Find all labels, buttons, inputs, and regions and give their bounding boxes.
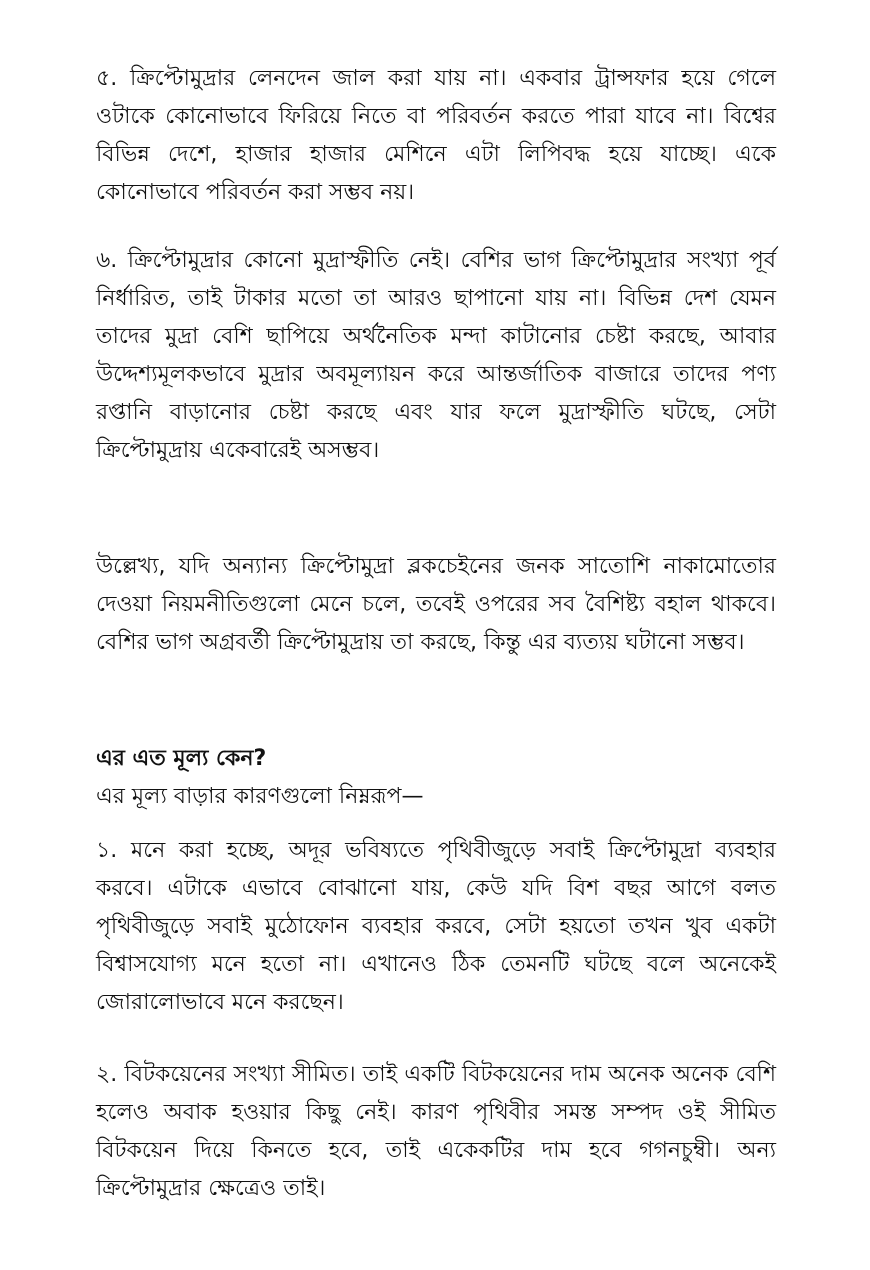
paragraph-note: উল্লেখ্য, যদি অন্যান্য ক্রিপ্টোমুদ্রা ব্লকচেইনের জনক সাতোশি নাকামোতোর দেওয়া নিয়মনীতিগুলো মেনে চলে, তবেই ওপরের সব বৈশিষ্ট্য বহাল থাকবে। বেশির ভাগ অগ্রবর্তী ক্রিপ্টোমুদ্রায় তা করছে, কিন্তু এর ব্যত্যয় ঘটানো সম্ভব। [96, 554, 776, 655]
section-subheading: এর মূল্য বাড়ার কারণগুলো নিম্নরূপ— [96, 784, 424, 809]
paragraph-point-5: ৫. ক্রিপ্টোমুদ্রার লেনদেন জাল করা যায় না। একবার ট্রান্সফার হয়ে গেলে ওটাকে কোনোভাবে ফিরিয়ে নিতে বা পরিবর্তন করতে পারা যাবে না। বিশ্বের বিভিন্ন দেশে, হাজার হাজার মেশিনে এটা লিপিবদ্ধ হয়ে যাচ্ছে। একে কোনোভাবে পরিবর্তন করা সম্ভব নয়। [96, 66, 776, 205]
paragraph-reason-2: ২. বিটকয়েনের সংখ্যা সীমিত। তাই একটি বিটকয়েনের দাম অনেক অনেক বেশি হলেও অবাক হওয়ার কিছু নেই। কারণ পৃথিবীর সমস্ত সম্পদ ওই সীমিত বিটকয়েন দিয়ে কিনতে হবে, তাই একেকটির দাম হবে গগনচুম্বী। অন্য ক্রিপ্টোমুদ্রার ক্ষেত্রেও তাই। [96, 1062, 776, 1201]
paragraph-point-6: ৬. ক্রিপ্টোমুদ্রার কোনো মুদ্রাস্ফীতি নেই। বেশির ভাগ ক্রিপ্টোমুদ্রার সংখ্যা পূর্ব নির্ধারিত, তাই টাকার মতো তা আরও ছাপানো যায় না। বিভিন্ন দেশ যেমন তাদের মুদ্রা বেশি ছাপিয়ে অর্থনৈতিক মন্দা কাটানোর চেষ্টা করছে, আবার উদ্দেশ্যমূলকভাবে মুদ্রার অবমূল্যায়ন করে আন্তর্জাতিক বাজারে তাদের পণ্য রপ্তানি বাড়ানোর চেষ্টা করছে এবং যার ফলে মুদ্রাস্ফীতি ঘটছে, সেটা ক্রিপ্টোমুদ্রায় একেবারেই অসম্ভব। [96, 248, 776, 463]
section-heading: এর এত মূল্য কেন? [96, 746, 267, 771]
paragraph-reason-1: ১. মনে করা হচ্ছে, অদূর ভবিষ্যতে পৃথিবীজুড়ে সবাই ক্রিপ্টোমুদ্রা ব্যবহার করবে। এটাকে এভাবে বোঝানো যায়, কেউ যদি বিশ বছর আগে বলত পৃথিবীজুড়ে সবাই মুঠোফোন ব্যবহার করবে, সেটা হয়তো তখন খুব একটা বিশ্বাসযোগ্য মনে হতো না। এখানেও ঠিক তেমনটি ঘটছে বলে অনেকেই জোরালোভাবে মনে করছেন। [96, 838, 776, 1015]
